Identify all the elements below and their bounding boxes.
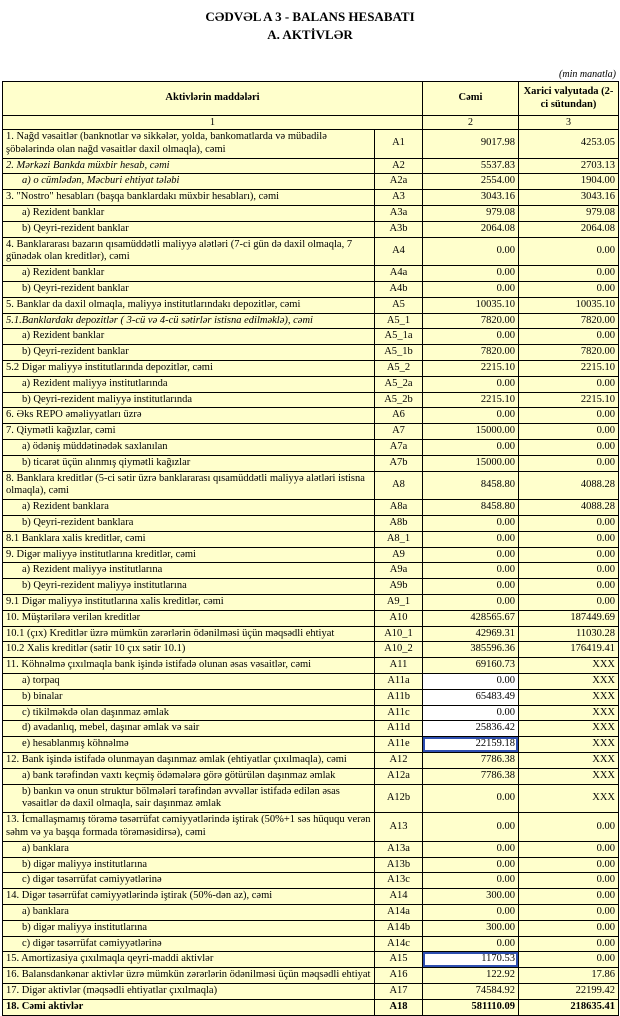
row-foreign-cell: 0.00 (519, 813, 619, 842)
row-foreign-cell: 4088.28 (519, 471, 619, 500)
row-label: b) bankın və onun struktur bölmələri tərəfindən əvvəllər istifadə edilən əsas vəsaitlər də daxil olmaqla, sair daşınmaz əmlak (3, 784, 375, 813)
row-foreign-cell: XXX (519, 784, 619, 813)
row-code: A10_2 (375, 642, 423, 658)
row-total-cell[interactable]: 65483.49 (423, 689, 519, 705)
row-label: a) ödəniş müddətinədək saxlanılan (3, 440, 375, 456)
row-label: 10. Müştərilərə verilən kreditlər (3, 610, 375, 626)
table-row (3, 936, 619, 952)
row-code: A7b (375, 455, 423, 471)
header-row (3, 82, 619, 116)
row-foreign-cell: 0.00 (519, 563, 619, 579)
row-foreign-cell: 4253.05 (519, 130, 619, 159)
row-foreign-cell: 22199.42 (519, 983, 619, 999)
row-label: 10.1 (çıx) Kreditlər üzrə mümkün zərərlərin ödənilməsi üçün məqsədli ehtiyat (3, 626, 375, 642)
table-row (3, 455, 619, 471)
table-row (3, 266, 619, 282)
row-total-cell: 42969.31 (423, 626, 519, 642)
row-total-cell: 122.92 (423, 968, 519, 984)
row-label: 10.2 Xalis kreditlər (sətir 10 çıx sətir 10.1) (3, 642, 375, 658)
row-label: a) torpaq (3, 673, 375, 689)
row-code: A18 (375, 999, 423, 1015)
row-label: 12. Bank işində istifadə olunmayan daşınmaz əmlak (ehtiyatlar çıxılmaqla), cəmi (3, 752, 375, 768)
row-total-cell: 0.00 (423, 595, 519, 611)
row-total-cell: 0.00 (423, 408, 519, 424)
row-foreign-cell: 7820.00 (519, 313, 619, 329)
row-code: A11c (375, 705, 423, 721)
row-label: b) Qeyri-rezident maliyyə institutlarında (3, 392, 375, 408)
row-code: A11 (375, 658, 423, 674)
row-code: A8_1 (375, 531, 423, 547)
report-title-line2: A. AKTİVLƏR (267, 26, 353, 42)
row-code: A5_2b (375, 392, 423, 408)
row-label: b) Qeyri-rezident banklar (3, 345, 375, 361)
row-foreign-cell: XXX (519, 737, 619, 753)
column-number-3: 3 (519, 116, 619, 130)
row-total-cell[interactable]: 1170.53 (423, 952, 519, 968)
row-label: a) Rezident banklar (3, 329, 375, 345)
row-label: d) avadanlıq, mebel, daşınar əmlak və sair (3, 721, 375, 737)
row-total-cell: 0.00 (423, 376, 519, 392)
table-row (3, 768, 619, 784)
row-label: a) banklara (3, 841, 375, 857)
row-label: 18. Cəmi aktivlər (3, 999, 375, 1015)
row-label: 8.1 Banklara xalis kreditlər, cəmi (3, 531, 375, 547)
row-code: A5 (375, 297, 423, 313)
row-label: 17. Digər aktivlər (məqsədli ehtiyatlar çıxılmaqla) (3, 983, 375, 999)
row-label: 14. Digər təsərrüfat cəmiyyətlərində iştirak (50%-dən az), cəmi (3, 889, 375, 905)
report-title-line1: CƏDVƏL A 3 - BALANS HESABATI (205, 9, 415, 24)
row-label: b) binalar (3, 689, 375, 705)
row-foreign-cell: 0.00 (519, 376, 619, 392)
row-code: A5_1 (375, 313, 423, 329)
table-row (3, 206, 619, 222)
row-total-cell: 8458.80 (423, 500, 519, 516)
row-total-cell: 74584.92 (423, 983, 519, 999)
row-code: A13c (375, 873, 423, 889)
row-code: A9 (375, 547, 423, 563)
row-foreign-cell: 0.00 (519, 547, 619, 563)
row-foreign-cell: 0.00 (519, 408, 619, 424)
row-code: A9b (375, 579, 423, 595)
row-code: A14 (375, 889, 423, 905)
row-code: A2 (375, 158, 423, 174)
row-total-cell[interactable]: 0.00 (423, 673, 519, 689)
row-total-cell: 300.00 (423, 920, 519, 936)
row-label: b) Qeyri-rezident maliyyə institutlarına (3, 579, 375, 595)
row-foreign-cell: 10035.10 (519, 297, 619, 313)
row-label: a) bank tərəfindən vaxtı keçmiş ödəmələrə görə götürülən daşınmaz əmlak (3, 768, 375, 784)
table-row (3, 547, 619, 563)
row-total-cell: 0.00 (423, 237, 519, 266)
row-label: 5.2 Digər maliyyə institutlarında depozitlər, cəmi (3, 361, 375, 377)
row-label: 7. Qiymətli kağızlar, cəmi (3, 424, 375, 440)
table-row (3, 626, 619, 642)
assets-table (2, 81, 619, 1015)
row-code: A11b (375, 689, 423, 705)
header-items-column: Aktivlərin maddələri (3, 82, 423, 116)
row-code: A14b (375, 920, 423, 936)
row-code: A9_1 (375, 595, 423, 611)
table-row (3, 563, 619, 579)
row-foreign-cell: XXX (519, 658, 619, 674)
row-total-cell: 0.00 (423, 936, 519, 952)
row-foreign-cell: 2215.10 (519, 392, 619, 408)
row-total-cell: 0.00 (423, 579, 519, 595)
table-row (3, 516, 619, 532)
row-label: 13. İcmallaşmamış törəmə təsərrüfat cəmiyyətlərində iştirak (50%+1 səs hüququ verən səhm və ya başqa formada törəməsidirsə), cəmi (3, 813, 375, 842)
row-label: a) Rezident maliyyə institutlarında (3, 376, 375, 392)
table-row (3, 595, 619, 611)
row-code: A11e (375, 737, 423, 753)
row-label: a) Rezident maliyyə institutlarına (3, 563, 375, 579)
table-row (3, 579, 619, 595)
table-row (3, 983, 619, 999)
row-total-cell: 9017.98 (423, 130, 519, 159)
row-foreign-cell: 17.86 (519, 968, 619, 984)
row-foreign-cell: 3043.16 (519, 190, 619, 206)
row-total-cell: 7820.00 (423, 313, 519, 329)
table-row (3, 174, 619, 190)
row-total-cell[interactable]: 25836.42 (423, 721, 519, 737)
row-total-cell: 0.00 (423, 857, 519, 873)
table-row (3, 737, 619, 753)
row-code: A17 (375, 983, 423, 999)
row-total-cell: 69160.73 (423, 658, 519, 674)
row-code: A7a (375, 440, 423, 456)
table-row (3, 857, 619, 873)
table-row (3, 841, 619, 857)
row-code: A13a (375, 841, 423, 857)
table-row (3, 642, 619, 658)
row-total-cell: 0.00 (423, 563, 519, 579)
table-row (3, 158, 619, 174)
row-label: c) tikilməkdə olan daşınmaz əmlak (3, 705, 375, 721)
row-total-cell: 300.00 (423, 889, 519, 905)
row-label: 9. Digər maliyyə institutlarına kreditlər, cəmi (3, 547, 375, 563)
table-row (3, 130, 619, 159)
row-foreign-cell: XXX (519, 752, 619, 768)
row-code: A3a (375, 206, 423, 222)
table-row (3, 999, 619, 1015)
row-code: A8a (375, 500, 423, 516)
table-row (3, 376, 619, 392)
row-total-cell: 0.00 (423, 516, 519, 532)
row-foreign-cell: 0.00 (519, 516, 619, 532)
table-row (3, 673, 619, 689)
row-code: A12a (375, 768, 423, 784)
row-label: 9.1 Digər maliyyə institutlarına xalis kreditlər, cəmi (3, 595, 375, 611)
row-foreign-cell: 1904.00 (519, 174, 619, 190)
row-code: A15 (375, 952, 423, 968)
row-total-cell: 581110.09 (423, 999, 519, 1015)
table-row (3, 610, 619, 626)
row-total-cell[interactable]: 0.00 (423, 705, 519, 721)
row-label: 5.1.Banklardakı depozitlər ( 3-cü və 4-cü sətirlər istisna edilməklə), cəmi (3, 313, 375, 329)
row-total-cell: 385596.36 (423, 642, 519, 658)
table-row (3, 658, 619, 674)
row-foreign-cell: XXX (519, 721, 619, 737)
row-code: A4 (375, 237, 423, 266)
table-row (3, 689, 619, 705)
row-code: A8b (375, 516, 423, 532)
table-row (3, 190, 619, 206)
row-foreign-cell: XXX (519, 705, 619, 721)
row-code: A5_1a (375, 329, 423, 345)
row-total-cell: 7786.38 (423, 752, 519, 768)
row-label: 5. Banklar da daxil olmaqla, maliyyə institutlarındakı depozitlər, cəmi (3, 297, 375, 313)
row-foreign-cell: 218635.41 (519, 999, 619, 1015)
table-row (3, 968, 619, 984)
table-row (3, 221, 619, 237)
row-code: A16 (375, 968, 423, 984)
row-foreign-cell: 11030.28 (519, 626, 619, 642)
row-code: A11a (375, 673, 423, 689)
row-code: A14c (375, 936, 423, 952)
table-row (3, 471, 619, 500)
row-total-cell: 979.08 (423, 206, 519, 222)
table-row (3, 361, 619, 377)
table-row (3, 705, 619, 721)
row-label: 6. Əks REPO əməliyyatları üzrə (3, 408, 375, 424)
table-row (3, 345, 619, 361)
row-label: 3. "Nostro" hesabları (başqa banklardakı müxbir hesabları), cəmi (3, 190, 375, 206)
row-total-cell: 0.00 (423, 904, 519, 920)
row-foreign-cell: 0.00 (519, 857, 619, 873)
column-number-row (3, 116, 619, 130)
row-label: a) banklara (3, 904, 375, 920)
row-label: 11. Köhnəlmə çıxılmaqla bank işində istifadə olunan əsas vəsaitlər, cəmi (3, 658, 375, 674)
row-total-cell: 5537.83 (423, 158, 519, 174)
row-foreign-cell: 0.00 (519, 936, 619, 952)
row-foreign-cell: 2064.08 (519, 221, 619, 237)
row-foreign-cell: 0.00 (519, 424, 619, 440)
row-total-cell: 2064.08 (423, 221, 519, 237)
row-foreign-cell: 0.00 (519, 952, 619, 968)
table-row (3, 424, 619, 440)
row-foreign-cell: 2703.13 (519, 158, 619, 174)
row-foreign-cell: 0.00 (519, 237, 619, 266)
row-code: A13b (375, 857, 423, 873)
row-total-cell: 3043.16 (423, 190, 519, 206)
row-total-cell: 0.00 (423, 841, 519, 857)
table-row (3, 873, 619, 889)
row-foreign-cell: XXX (519, 768, 619, 784)
table-row (3, 408, 619, 424)
row-total-cell: 15000.00 (423, 455, 519, 471)
table-row (3, 392, 619, 408)
row-total-cell: 0.00 (423, 873, 519, 889)
table-row (3, 813, 619, 842)
row-total-cell: 7786.38 (423, 768, 519, 784)
table-row (3, 784, 619, 813)
row-total-cell: 428565.67 (423, 610, 519, 626)
table-row (3, 752, 619, 768)
row-label: c) digər təsərrüfat cəmiyyətlərinə (3, 873, 375, 889)
table-row (3, 904, 619, 920)
table-row (3, 282, 619, 298)
row-code: A10 (375, 610, 423, 626)
row-total-cell: 0.00 (423, 329, 519, 345)
row-foreign-cell: XXX (519, 673, 619, 689)
row-total-cell: 0.00 (423, 813, 519, 842)
row-total-cell: 0.00 (423, 282, 519, 298)
row-total-cell: 0.00 (423, 266, 519, 282)
row-code: A12 (375, 752, 423, 768)
row-total-cell: 10035.10 (423, 297, 519, 313)
row-code: A11d (375, 721, 423, 737)
row-foreign-cell: 0.00 (519, 595, 619, 611)
row-foreign-cell: 2215.10 (519, 361, 619, 377)
row-code: A5_1b (375, 345, 423, 361)
row-foreign-cell: 0.00 (519, 440, 619, 456)
row-foreign-cell: 4088.28 (519, 500, 619, 516)
table-row (3, 329, 619, 345)
row-total-cell[interactable]: 22159.18 (423, 737, 519, 753)
header-foreign-column: Xarici valyutada (2-ci sütundan) (519, 82, 619, 116)
row-foreign-cell: 0.00 (519, 920, 619, 936)
row-label: b) digər maliyyə institutlarına (3, 857, 375, 873)
table-row (3, 237, 619, 266)
row-code: A7 (375, 424, 423, 440)
row-total-cell: 0.00 (423, 440, 519, 456)
row-label: 2. Mərkəzi Bankda müxbir hesab, cəmi (3, 158, 375, 174)
table-header (3, 82, 619, 130)
row-code: A10_1 (375, 626, 423, 642)
row-label: 1. Nağd vəsaitlər (banknotlar və sikkələr, yolda, bankomatlarda və mübadilə şöbələrində olan nağd vəsaitlər daxil olmaqla), cəmi (3, 130, 375, 159)
row-foreign-cell: 0.00 (519, 266, 619, 282)
row-code: A4a (375, 266, 423, 282)
row-foreign-cell: 0.00 (519, 329, 619, 345)
row-label: a) Rezident banklar (3, 266, 375, 282)
row-code: A9a (375, 563, 423, 579)
row-foreign-cell: 0.00 (519, 531, 619, 547)
header-total-column: Cəmi (423, 82, 519, 116)
page-title (2, 8, 618, 43)
row-foreign-cell: 0.00 (519, 455, 619, 471)
row-total-cell: 0.00 (423, 547, 519, 563)
table-row (3, 500, 619, 516)
table-row (3, 313, 619, 329)
row-foreign-cell: 0.00 (519, 282, 619, 298)
row-label: c) digər təsərrüfat cəmiyyətlərinə (3, 936, 375, 952)
row-foreign-cell: 0.00 (519, 873, 619, 889)
row-total-cell: 0.00 (423, 784, 519, 813)
row-foreign-cell: 7820.00 (519, 345, 619, 361)
table-row (3, 440, 619, 456)
row-total-cell: 2215.10 (423, 392, 519, 408)
row-code: A5_2 (375, 361, 423, 377)
row-label: b) Qeyri-rezident banklar (3, 282, 375, 298)
row-total-cell: 15000.00 (423, 424, 519, 440)
row-total-cell: 8458.80 (423, 471, 519, 500)
row-code: A13 (375, 813, 423, 842)
row-label: a) Rezident banklara (3, 500, 375, 516)
table-row (3, 531, 619, 547)
row-label: b) ticarət üçün alınmış qiymətli kağızlar (3, 455, 375, 471)
row-label: b) Qeyri-rezident banklar (3, 221, 375, 237)
row-foreign-cell: 0.00 (519, 904, 619, 920)
row-label: 4. Banklararası bazarın qısamüddətli maliyyə alətləri (7-ci gün də daxil olmaqla, 7 günədək olan kreditlər), cəmi (3, 237, 375, 266)
row-code: A5_2a (375, 376, 423, 392)
row-code: A3 (375, 190, 423, 206)
table-row (3, 889, 619, 905)
row-code: A8 (375, 471, 423, 500)
row-code: A14a (375, 904, 423, 920)
column-number-1: 1 (3, 116, 423, 130)
row-foreign-cell: XXX (519, 689, 619, 705)
table-row (3, 721, 619, 737)
table-row (3, 920, 619, 936)
row-code: A6 (375, 408, 423, 424)
row-code: A3b (375, 221, 423, 237)
row-label: 15. Amortizasiya çıxılmaqla qeyri-maddi aktivlər (3, 952, 375, 968)
row-foreign-cell: 0.00 (519, 841, 619, 857)
table-row (3, 952, 619, 968)
row-code: A4b (375, 282, 423, 298)
row-foreign-cell: 187449.69 (519, 610, 619, 626)
row-foreign-cell: 0.00 (519, 579, 619, 595)
row-label: b) digər maliyyə institutlarına (3, 920, 375, 936)
row-label: e) hesablanmış köhnəlmə (3, 737, 375, 753)
row-foreign-cell: 176419.41 (519, 642, 619, 658)
row-code: A1 (375, 130, 423, 159)
row-label: a) Rezident banklar (3, 206, 375, 222)
row-code: A2a (375, 174, 423, 190)
row-label: b) Qeyri-rezident banklara (3, 516, 375, 532)
table-row (3, 297, 619, 313)
row-code: A12b (375, 784, 423, 813)
row-foreign-cell: 979.08 (519, 206, 619, 222)
row-label: 8. Banklara kreditlər (5-ci sətir üzrə banklararası qısamüddətli maliyyə alətləri istisna olmaqla), cəmi (3, 471, 375, 500)
column-number-2: 2 (423, 116, 519, 130)
row-total-cell: 7820.00 (423, 345, 519, 361)
row-foreign-cell: 0.00 (519, 889, 619, 905)
table-body (3, 130, 619, 1015)
row-total-cell: 0.00 (423, 531, 519, 547)
unit-note: (min manatla) (559, 69, 616, 81)
row-total-cell: 2554.00 (423, 174, 519, 190)
row-total-cell: 2215.10 (423, 361, 519, 377)
row-label: 16. Balansdankənar aktivlər üzrə mümkün zərərlərin ödənilməsi üçün məqsədli ehtiyat (3, 968, 375, 984)
row-label: a) o cümlədən, Məcburi ehtiyat tələbi (3, 174, 375, 190)
